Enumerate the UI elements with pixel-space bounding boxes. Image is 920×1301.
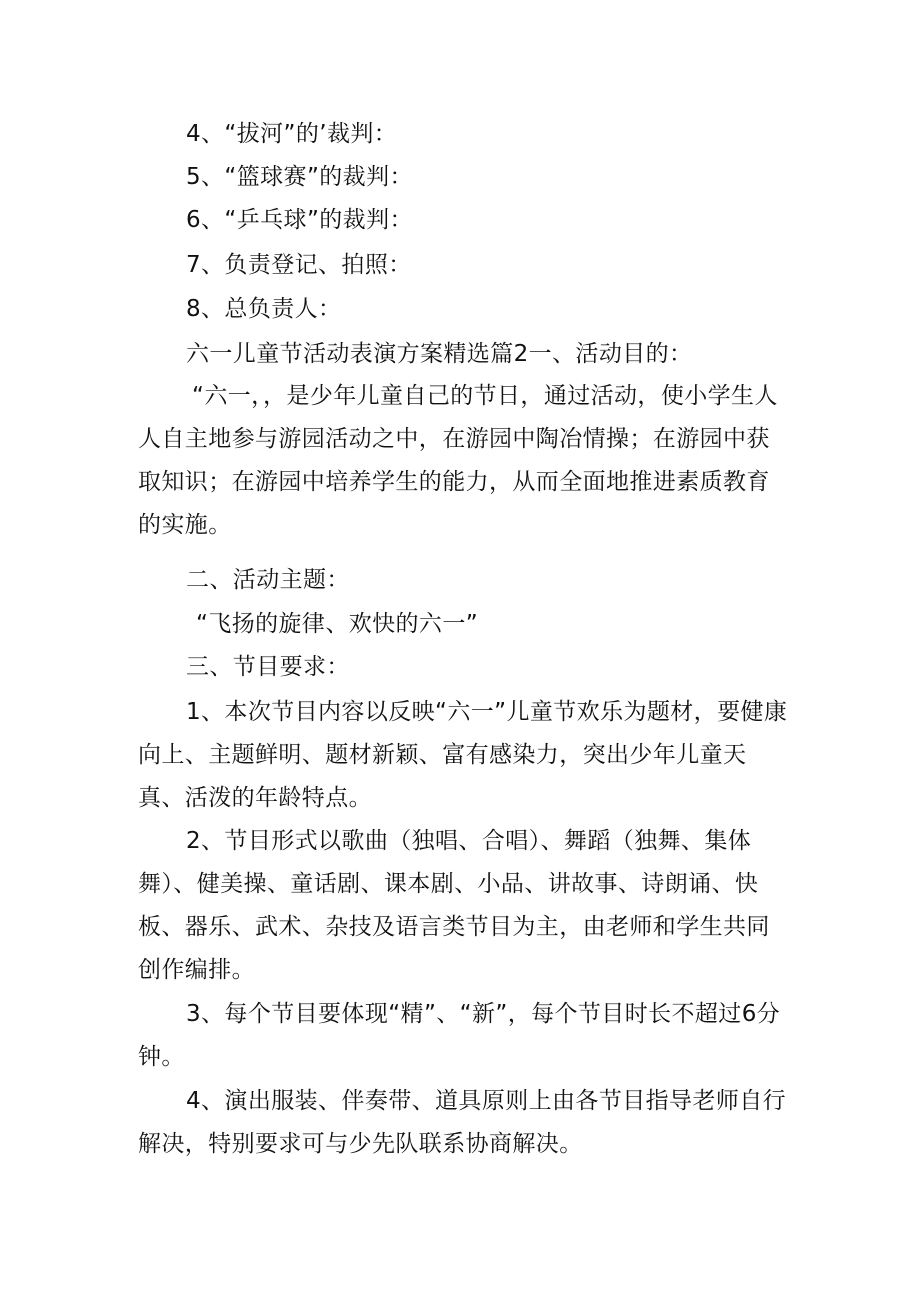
requirement-3: 3、每个节目要体现“精”、“新”，每个节目时长不超过6分钟。	[138, 1001, 781, 1070]
requirement-4: 4、演出服装、伴奏带、道具原则上由各节目指导老师自行解决，特别要求可与少先队联系协商解决。	[138, 1088, 787, 1157]
registration-photo-line: 7、负责登记、拍照：	[186, 252, 412, 278]
section-heading-purpose: 六一儿童节活动表演方案精选篇2一、活动目的：	[186, 341, 693, 367]
theme-heading: 二、活动主题：	[186, 567, 350, 593]
chief-in-charge-line: 8、总负责人：	[186, 296, 342, 322]
referee-table-tennis-line: 6、“乒乓球”的裁判：	[186, 207, 413, 233]
requirements-heading: 三、节目要求：	[186, 654, 350, 680]
purpose-paragraph: “六一，，是少年儿童自己的节日，通过活动，使小学生人人自主地参与游园活动之中，在游园中陶冶情操；在游园中获取知识；在游园中培养学生的能力，从而全面地推进素质教育的实施。	[138, 383, 778, 538]
requirement-1: 1、本次节目内容以反映“六一”儿童节欢乐为题材，要健康向上、主题鲜明、题材新颖、富有感染力，突出少年儿童天真、活泼的年龄特点。	[138, 699, 788, 811]
referee-basketball-line: 5、“篮球赛”的裁判：	[186, 164, 413, 190]
requirement-2: 2、节目形式以歌曲（独唱、合唱）、舞蹈（独舞、集体舞）、健美操、童话剧、课本剧、小品、讲故事、诗朗诵、快板、器乐、武术、杂技及语言类节目为主，由老师和学生共同创作编排。	[138, 828, 770, 983]
theme-text: “飞扬的旋律、欢快的六一”	[196, 611, 479, 637]
referee-tug-of-war-line: 4、“拔河”的’裁判：	[186, 121, 398, 147]
